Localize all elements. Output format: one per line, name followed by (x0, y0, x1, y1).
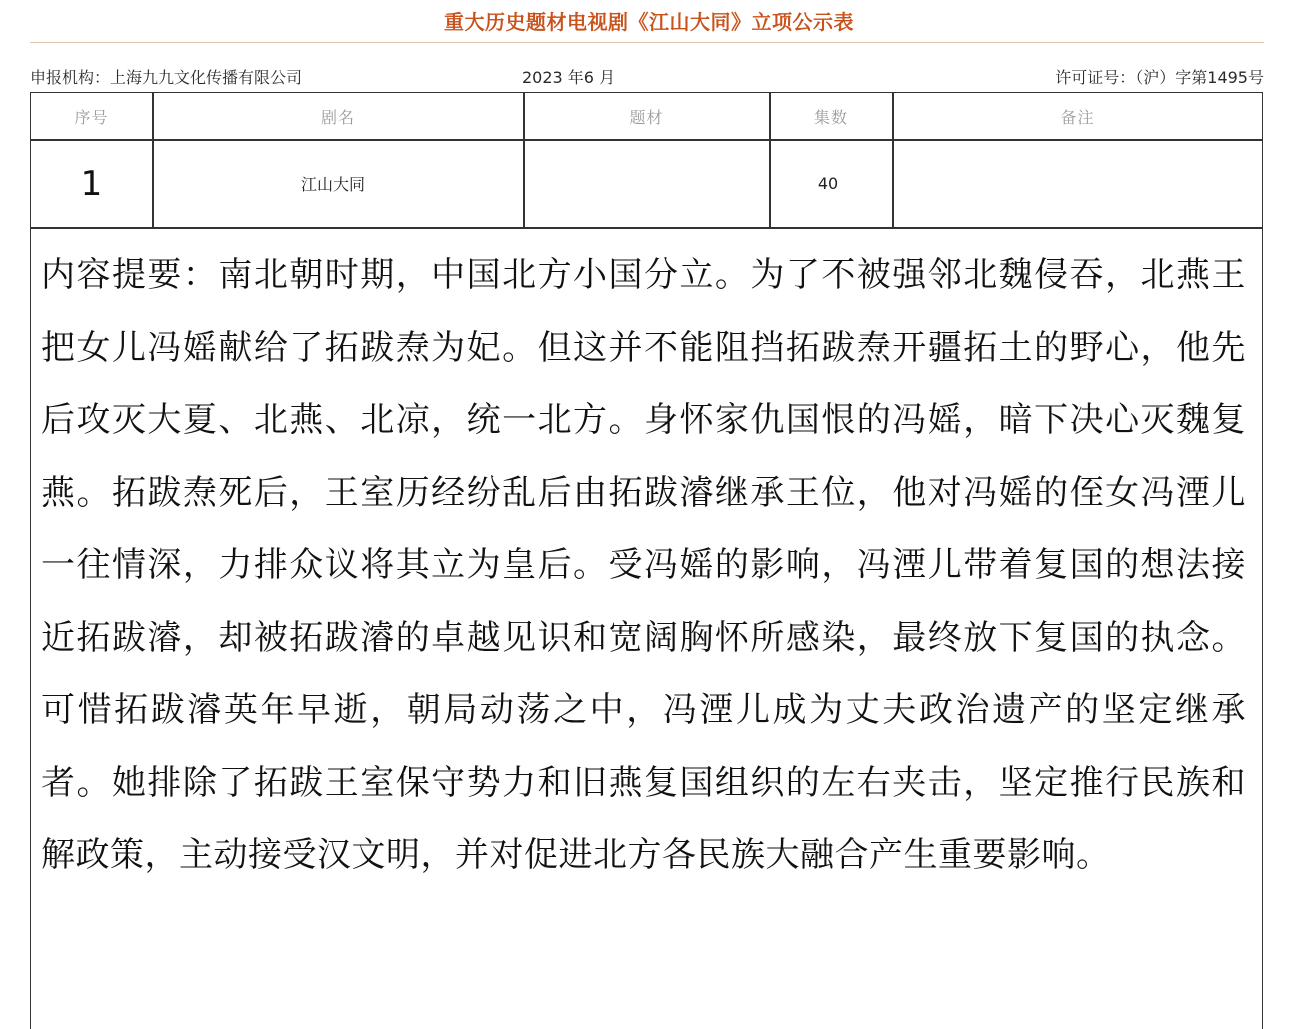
row-drama-name: 江山大同 (300, 175, 365, 194)
header-index: 序号 (74, 107, 109, 127)
header-episodes: 集数 (813, 107, 848, 127)
row-remarks (893, 140, 1262, 227)
data-row-divider (31, 227, 1262, 229)
applicant-info: 申报机构：上海九九文化传播有限公司 (30, 68, 303, 87)
row-index: 1 (80, 163, 103, 204)
header-remarks: 备注 (1060, 107, 1095, 127)
license-number: 许可证号：（沪）字第1495号 (1055, 68, 1264, 87)
title-divider (30, 42, 1264, 43)
header-subject: 题材 (629, 107, 664, 127)
document-title: 重大历史题材电视剧《江山大同》立项公示表 (444, 10, 854, 34)
header-name: 剧名 (320, 107, 355, 127)
application-date: 2023 年6 月 (522, 68, 616, 87)
row-subject (524, 140, 769, 227)
project-table (30, 92, 1263, 1029)
content-summary: 内容提要：南北朝时期，中国北方小国分立。为了不被强邻北魏侵吞，北燕王把女儿冯媱献给了拓跋焘为妃。但这并不能阻挡拓跋焘开疆拓土的野心，他先后攻灭大夏、北燕、北凉，统一北方。身怀家仇国恨的冯媱，暗下决心灭魏复燕。拓跋焘死后，王室历经纷乱后由拓跋濬继承王位，他对冯媱的侄女冯湮儿一往情深，力排众议将其立为皇后。受冯媱的影响，冯湮儿带着复国的想法接近拓跋濬，却被拓跋濬的卓越见识和宽阔胸怀所感染，最终放下复国的执念。可惜拓跋濬英年早逝，朝局动荡之中，冯湮儿成为丈夫政治遗产的坚定继承者。她排除了拓跋王室保守势力和旧燕复国组织的左右夹击，坚定推行民族和解政策，主动接受汉文明，并对促进北方各民族大融合产生重要影响。 (41, 255, 1246, 875)
row-episodes: 40 (817, 174, 839, 193)
